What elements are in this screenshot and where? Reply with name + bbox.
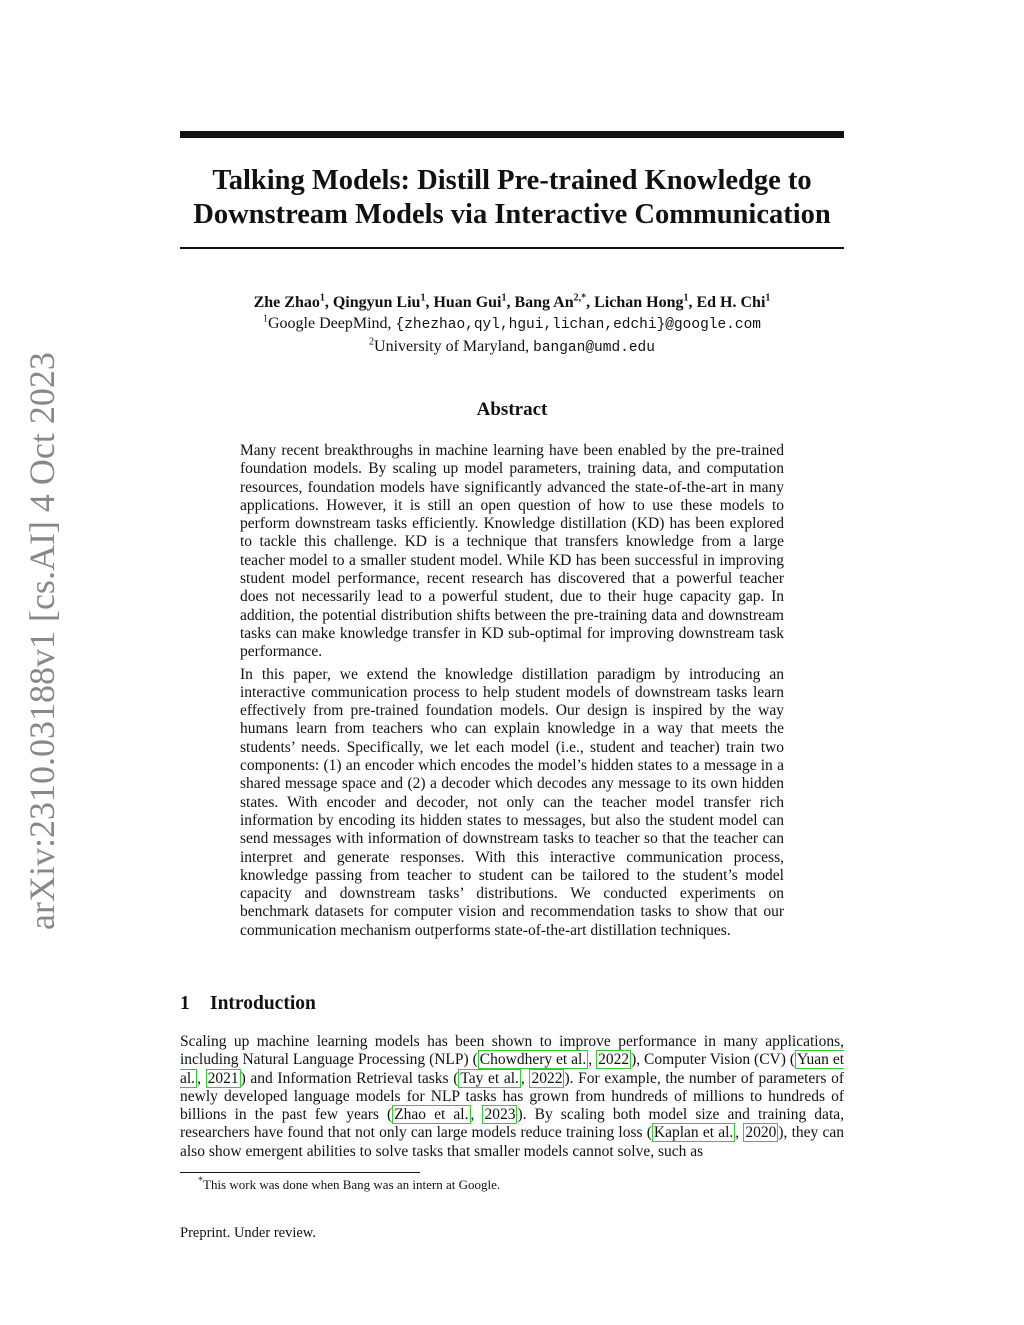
footnote <box>180 1176 844 1193</box>
author-name: Qingyun Liu <box>332 294 421 311</box>
footnote-mark: * <box>198 1175 203 1187</box>
affiliation-1 <box>180 313 844 336</box>
author-separator: , <box>688 294 697 311</box>
affiliation-mark: 1 <box>263 313 268 325</box>
affiliation-name: University of Maryland, <box>374 338 534 355</box>
affiliation-2 <box>180 336 844 359</box>
intro-text: , <box>735 1124 744 1142</box>
intro-text: ), Computer Vision (CV) ( <box>631 1051 796 1069</box>
author-name: Huan Gui <box>433 294 502 311</box>
author-name: Bang An <box>514 294 574 311</box>
author-affiliation-mark: 2,* <box>573 292 587 304</box>
paper-title <box>180 164 844 232</box>
footnote-text: This work was done when Bang was an intern at Google. <box>203 1177 501 1192</box>
citation-link[interactable]: Zhao et al. <box>394 1106 469 1124</box>
author-name: Lichan Hong <box>594 294 684 311</box>
intro-text: ). By scaling both model size and training data, researchers have found that not only can large models reduce training loss ( <box>180 1106 844 1142</box>
author-separator: , <box>506 294 515 311</box>
citation-link[interactable]: 2020 <box>745 1124 777 1142</box>
author-affiliation-mark: 1 <box>683 292 689 304</box>
citation-link[interactable]: 2021 <box>207 1069 239 1087</box>
intro-text: , <box>588 1051 597 1069</box>
citation-link[interactable]: Yuan et al. <box>180 1051 845 1087</box>
title-line-1: Talking Models: Distill Pre-trained Knowledge to <box>212 165 812 196</box>
arxiv-stamp: arXiv:2310.03188v1 [cs.AI] 4 Oct 2023 <box>22 352 62 930</box>
intro-text: , <box>197 1069 206 1087</box>
title-rule-bottom <box>180 247 844 249</box>
section-heading-introduction <box>180 992 844 1016</box>
author-affiliation-mark: 1 <box>501 292 507 304</box>
citation-link[interactable]: 2022 <box>598 1051 630 1069</box>
intro-text: ). For example, the number of parameters of newly developed language models for NLP tasks has grown from hundreds of millions to hundreds of billions in the past few years ( <box>180 1069 845 1124</box>
abstract-paragraph-1: Many recent breakthroughs in machine learning have been enabled by the pre-trained foundation models. By scaling up model parameters, training data, and computation resources, foundation models have significantly advanced the state-of-the-art in many applications. However, it is still an open question of how to use these models to perform downstream tasks efficiently. Knowledge distillation (KD) has been explored to tackle this challenge. KD is a technique that transfers knowledge from a large teacher model to a smaller student model. While KD has been successful in improving student model performance, recent research has discovered that a powerful teacher does not necessarily lead to a powerful student, due to their huge capacity gap. In addition, the potential distribution shifts between the pre-training data and downstream tasks can make knowledge transfer in KD sub-optimal for improving downstream task performance. <box>240 442 784 661</box>
abstract-paragraph-2: In this paper, we extend the knowledge distillation paradigm by introducing an interactive communication process to help student models of downstream tasks learn effectively from pre-trained foundation models. Our design is inspired by the way humans learn from teachers who can explain knowledge in a way that meets the students’ needs. Specifically, we let each model (i.e., student and teacher) train two components: (1) an encoder which encodes the model’s hidden states to a message in a shared message space and (2) a decoder which decodes any message to its own hidden states. With encoder and decoder, not only can the teacher model transfer rich information by encoding its hidden states to messages, but also the student model can send messages with information of downstream tasks to teacher so that the teacher can interpret and generate responses. With this interactive communication process, knowledge passing from teacher to student can be tailored to the student’s model capacity and downstream tasks’ distributions. We conducted experiments on benchmark datasets for computer vision and recommendation tasks to show that our communication mechanism outperforms state-of-the-art distillation techniques. <box>240 665 784 939</box>
author-affiliation-mark: 1 <box>319 292 325 304</box>
citation-link[interactable]: 2022 <box>531 1069 563 1087</box>
section-title: Introduction <box>210 993 316 1014</box>
author-block <box>180 292 844 359</box>
citation-link[interactable]: Chowdhery et al. <box>479 1051 587 1069</box>
author-affiliation-mark: 1 <box>420 292 426 304</box>
affiliation-email[interactable]: bangan@umd.edu <box>533 340 655 356</box>
section-number: 1 <box>180 993 190 1014</box>
affiliation-mark: 2 <box>369 336 375 348</box>
author-affiliation-mark: 1 <box>765 292 771 304</box>
affiliation-name: Google DeepMind, <box>268 315 396 332</box>
footnote-rule <box>180 1172 420 1173</box>
abstract-body <box>240 442 784 944</box>
title-rule-top <box>180 131 844 138</box>
abstract-heading: Abstract <box>476 399 548 420</box>
author-list <box>180 292 844 313</box>
citation-link[interactable]: Kaplan et al. <box>653 1124 734 1142</box>
intro-text: , <box>470 1106 483 1124</box>
page-footer: Preprint. Under review. <box>180 1225 316 1241</box>
affiliation-email[interactable]: {zhezhao,qyl,hgui,lichan,edchi}@google.com <box>395 317 761 333</box>
author-separator: , <box>425 294 434 311</box>
author-separator: , <box>324 294 333 311</box>
intro-text: ) and Information Retrieval tasks ( <box>240 1069 459 1087</box>
author-name: Zhe Zhao <box>253 294 320 311</box>
citation-link[interactable]: 2023 <box>484 1106 516 1124</box>
intro-text: Scaling up machine learning models has been shown to improve performance in many applications, including Natural Language Processing (NLP) ( <box>180 1033 844 1069</box>
author-name: Ed H. Chi <box>696 294 766 311</box>
citation-link[interactable]: Tay et al. <box>460 1069 519 1087</box>
intro-text: ), they can also show emergent abilities to solve tasks that smaller models cannot solve, such as <box>180 1124 845 1160</box>
intro-paragraph <box>180 1033 844 1161</box>
author-separator: , <box>586 294 595 311</box>
intro-text: , <box>520 1069 530 1087</box>
title-line-2: Downstream Models via Interactive Communication <box>193 199 831 230</box>
